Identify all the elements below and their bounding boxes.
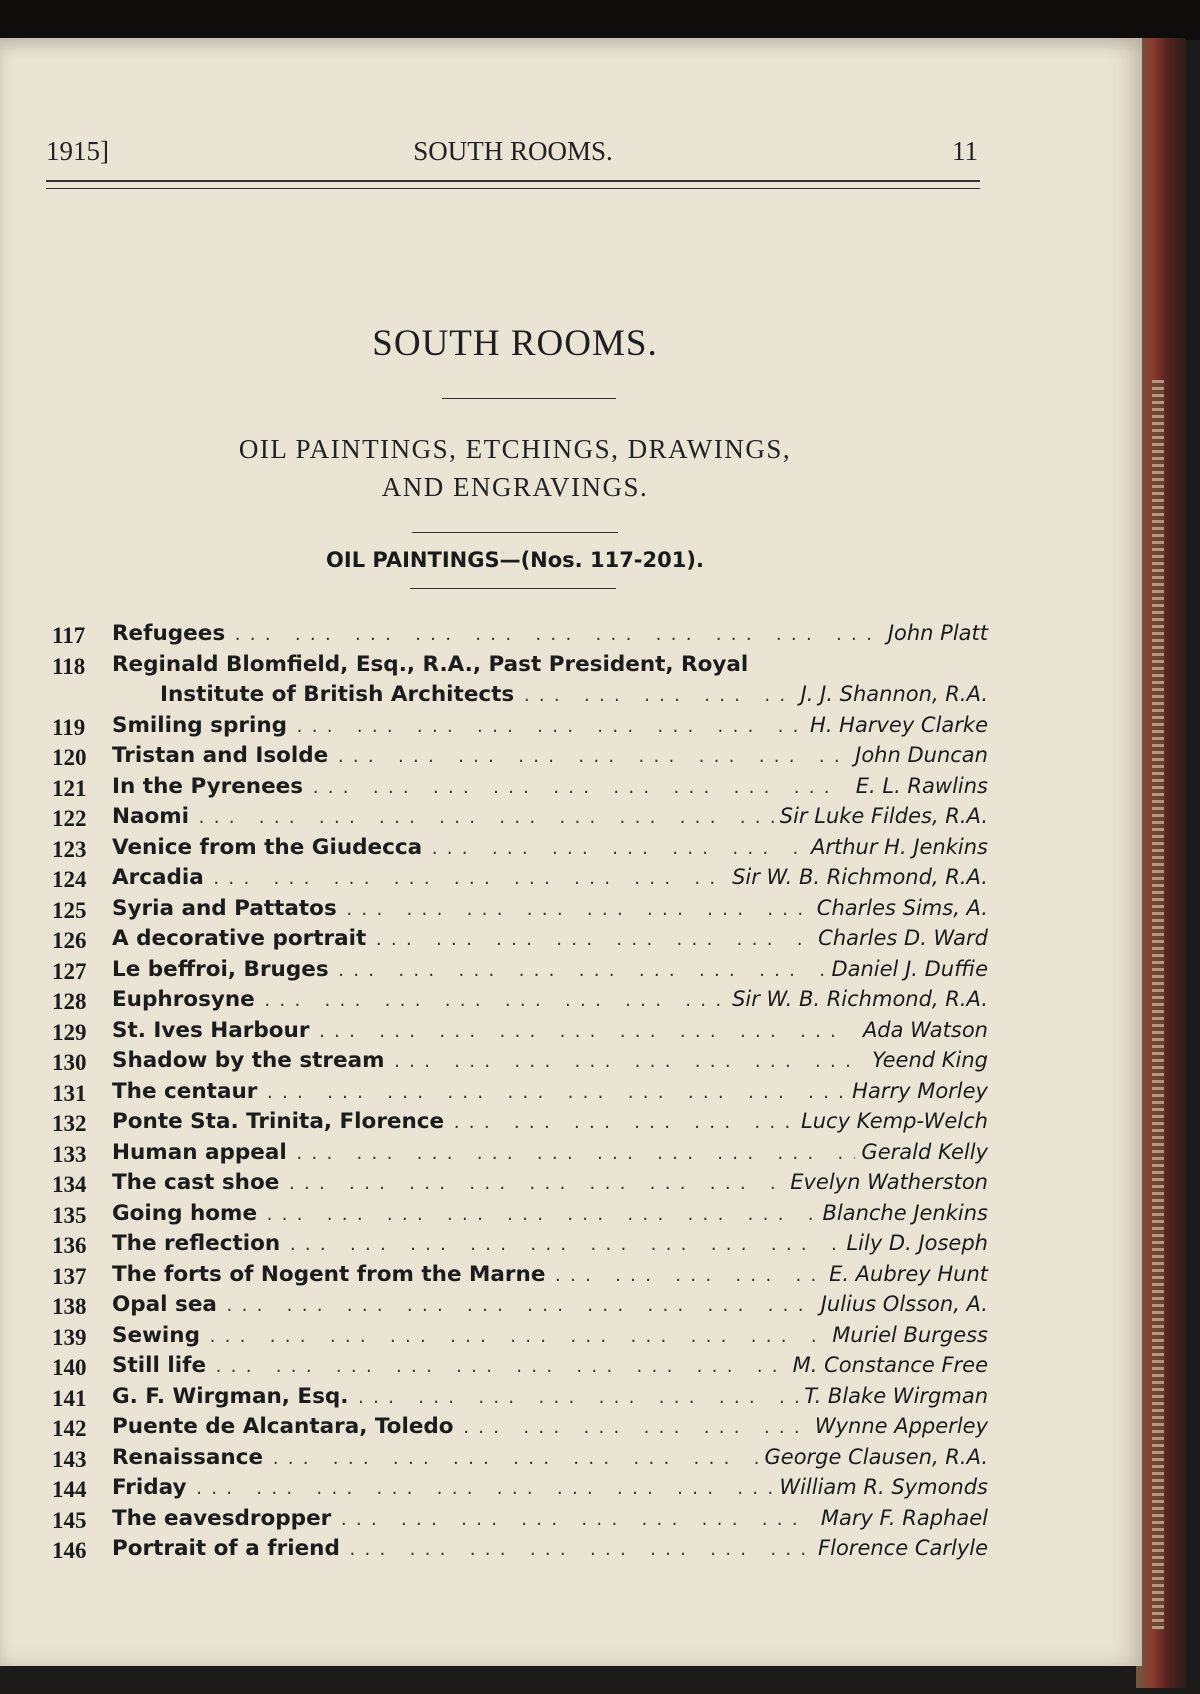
entry-line	[112, 1018, 988, 1043]
entry-artist: J. J. Shannon, R.A.	[800, 682, 988, 706]
running-head-year: 1915]	[46, 136, 109, 166]
entry-number: 121	[52, 775, 87, 801]
entry-line	[112, 1414, 988, 1439]
running-head-section: SOUTH ROOMS.	[413, 136, 613, 166]
leader-dots	[197, 809, 774, 827]
leader-dots	[212, 870, 726, 888]
leader-dots	[271, 1450, 758, 1468]
catalogue-entry	[52, 1536, 988, 1567]
entry-title: Puente de Alcantara, Toledo	[112, 1414, 454, 1439]
entry-number: 125	[52, 897, 87, 923]
entry-title: Human appeal	[112, 1139, 287, 1165]
entry-artist: Gerald Kelly	[861, 1139, 988, 1164]
catalogue-entry	[52, 652, 988, 683]
entry-number: 120	[52, 745, 87, 770]
entry-number: 117	[52, 623, 86, 648]
entry-artist: Yeend King	[872, 1048, 988, 1072]
catalogue-entry	[52, 1018, 988, 1049]
catalogue-entry-continuation	[52, 682, 988, 713]
entry-line	[112, 713, 988, 738]
entry-title: Naomi	[112, 804, 190, 829]
entry-title: The eavesdropper	[112, 1505, 332, 1531]
entry-artist: Arthur H. Jenkins	[811, 834, 988, 859]
entry-artist: Julius Olsson, A.	[820, 1292, 988, 1316]
catalogue-entry	[52, 743, 988, 774]
leader-dots	[356, 1389, 798, 1407]
entry-artist: Charles D. Ward	[818, 926, 988, 950]
catalogue-entry	[52, 774, 988, 805]
entry-title: The forts of Nogent from the Marne	[112, 1261, 546, 1287]
leader-dots	[288, 1236, 840, 1254]
entry-line	[112, 896, 988, 921]
leader-dots	[345, 901, 811, 919]
entry-line	[112, 1445, 988, 1470]
catalogue-entry	[52, 1353, 988, 1384]
entry-number: 123	[52, 836, 87, 862]
entry-artist: Lucy Kemp-Welch	[801, 1109, 988, 1133]
entry-number: 145	[52, 1507, 87, 1533]
entry-number: 128	[52, 989, 87, 1014]
entry-title: Still life	[112, 1353, 207, 1378]
catalogue-entry	[52, 1506, 988, 1537]
entry-artist: Sir W. B. Richmond, R.A.	[732, 865, 988, 889]
leader-dots	[348, 1541, 812, 1559]
entry-title: Tristan and Isolde	[112, 743, 329, 768]
leader-dots	[295, 1145, 856, 1163]
entry-title: Friday	[112, 1475, 187, 1500]
page-title: SOUTH ROOMS.	[372, 323, 658, 364]
entry-artist: M. Constance Free	[792, 1353, 988, 1377]
entry-line	[112, 926, 988, 951]
entry-line	[112, 865, 988, 890]
entry-number: 118	[52, 653, 86, 679]
leader-dots	[317, 1023, 856, 1041]
entry-number: 138	[52, 1294, 87, 1319]
entry-artist: Blanche Jenkins	[822, 1200, 988, 1225]
entry-title: Euphrosyne	[112, 987, 255, 1012]
catalogue-entry	[52, 1140, 988, 1171]
entry-number: 132	[52, 1111, 87, 1136]
entry-artist: Ada Watson	[862, 1017, 988, 1042]
entry-artist: Charles Sims, A.	[816, 895, 988, 920]
entry-artist: Sir Luke Fildes, R.A.	[779, 804, 988, 828]
catalogue-entry	[52, 1201, 988, 1232]
catalogue-entry	[52, 713, 988, 744]
entry-number: 135	[52, 1202, 87, 1228]
entry-artist: Muriel Burgess	[832, 1322, 988, 1347]
leader-dots	[265, 1206, 816, 1224]
catalogue-entry	[52, 1323, 988, 1354]
entry-artist: Wynne Apperley	[814, 1414, 988, 1438]
entry-title: A decorative portrait	[112, 926, 367, 951]
running-head	[46, 136, 980, 176]
subtitle-divider	[412, 532, 618, 533]
page-number: 11	[952, 136, 978, 166]
entry-title: In the Pyrenees	[112, 773, 304, 799]
leader-dots	[430, 840, 805, 858]
entry-line	[112, 1323, 988, 1348]
entry-line	[112, 1231, 988, 1256]
leader-dots	[195, 1480, 774, 1498]
entry-line	[112, 1506, 988, 1531]
entry-title: Reginald Blomfield, Esq., R.A., Past President, Royal	[112, 651, 749, 677]
entry-title: Le beffroi, Bruges	[112, 956, 329, 982]
entry-artist: Sir W. B. Richmond, R.A.	[732, 987, 988, 1011]
entry-number: 137	[52, 1263, 87, 1289]
entry-artist: Mary F. Raphael	[820, 1505, 988, 1530]
entry-number: 134	[52, 1172, 87, 1197]
title-divider	[442, 398, 616, 399]
entry-line	[112, 804, 988, 829]
entry-title: Syria and Pattatos	[112, 895, 337, 921]
entry-artist: E. Aubrey Hunt	[829, 1261, 988, 1286]
entry-number: 133	[52, 1141, 87, 1167]
catalogue-entry	[52, 926, 988, 957]
entry-line	[112, 1079, 988, 1104]
entry-number: 141	[52, 1385, 87, 1411]
catalogue-entry	[52, 865, 988, 896]
entry-number: 131	[52, 1080, 87, 1106]
entry-line	[112, 1170, 988, 1195]
leader-dots	[208, 1328, 826, 1346]
leader-dots	[263, 992, 726, 1010]
catalogue-list	[52, 621, 988, 1567]
entry-number: 142	[52, 1416, 87, 1441]
entry-artist: Daniel J. Duffie	[831, 956, 988, 981]
entry-number: 127	[52, 958, 87, 984]
entry-number: 122	[52, 806, 87, 831]
catalogue-entry	[52, 1262, 988, 1293]
entry-line	[112, 621, 988, 646]
entry-title: Sewing	[112, 1322, 200, 1348]
leader-dots	[452, 1114, 795, 1132]
entry-line	[112, 652, 988, 677]
entry-line	[112, 1536, 988, 1561]
entry-title: Portrait of a friend	[112, 1536, 340, 1561]
entry-artist: Florence Carlyle	[818, 1536, 988, 1560]
entry-line	[160, 682, 988, 707]
entry-line	[112, 957, 988, 982]
entry-line	[112, 1262, 988, 1287]
leader-dots	[522, 687, 794, 705]
entry-line	[112, 835, 988, 860]
leader-dots	[225, 1297, 815, 1315]
leader-dots	[462, 1419, 809, 1437]
entry-number: 124	[52, 867, 87, 892]
leader-dots	[374, 931, 812, 949]
entry-artist: Harry Morley	[852, 1078, 988, 1103]
entry-title: Refugees	[112, 621, 226, 646]
catalogue-entry	[52, 1109, 988, 1140]
header-rule	[46, 180, 980, 189]
entry-line	[112, 1292, 988, 1317]
entry-line	[112, 1353, 988, 1378]
catalogue-entry	[52, 1475, 988, 1506]
leader-dots	[295, 718, 804, 736]
catalogue-entry	[52, 804, 988, 835]
entry-line	[112, 1109, 988, 1134]
entry-line	[112, 1475, 988, 1500]
entry-number: 140	[52, 1355, 87, 1380]
entry-line	[112, 987, 988, 1012]
entry-artist: William R. Symonds	[779, 1475, 988, 1499]
entry-number: 129	[52, 1019, 87, 1045]
entry-title: The reflection	[112, 1231, 281, 1256]
entry-artist: Evelyn Watherston	[790, 1170, 988, 1194]
section-divider	[410, 588, 616, 589]
entry-artist: Lily D. Joseph	[846, 1231, 988, 1255]
catalogue-entry	[52, 621, 988, 652]
entry-title: Smiling spring	[112, 712, 288, 738]
catalogue-entry	[52, 987, 988, 1018]
entry-artist: George Clausen, R.A.	[764, 1444, 988, 1469]
entry-artist: T. Blake Wirgman	[804, 1383, 988, 1408]
entry-title-continuation: Institute of British Architects	[160, 682, 515, 707]
leader-dots	[553, 1267, 823, 1285]
catalogue-entry	[52, 896, 988, 927]
entry-title: The centaur	[112, 1078, 258, 1104]
entry-number: 126	[52, 928, 87, 953]
entry-title: The cast shoe	[112, 1170, 280, 1195]
catalogue-entry	[52, 1384, 988, 1415]
entry-number: 139	[52, 1324, 87, 1350]
catalogue-entry	[52, 1292, 988, 1323]
catalogue-entry	[52, 1079, 988, 1110]
entry-title: Going home	[112, 1200, 258, 1226]
entry-artist: John Duncan	[855, 743, 988, 767]
entry-number: 119	[52, 714, 86, 740]
leader-dots	[336, 748, 849, 766]
leader-dots	[339, 1511, 815, 1529]
entry-number: 136	[52, 1233, 87, 1258]
entry-line	[112, 774, 988, 799]
entry-title: Arcadia	[112, 865, 204, 890]
leader-dots	[311, 779, 850, 797]
entry-line	[112, 1048, 988, 1073]
leader-dots	[214, 1358, 787, 1376]
section-heading: OIL PAINTINGS—(Nos. 117-201).	[326, 548, 704, 572]
entry-number: 144	[52, 1477, 87, 1502]
entry-line	[112, 1384, 988, 1409]
leader-dots	[265, 1084, 846, 1102]
subtitle-line-1: OIL PAINTINGS, ETCHINGS, DRAWINGS,	[238, 434, 792, 464]
subtitle-line-2: AND ENGRAVINGS.	[381, 472, 649, 502]
catalogue-entry	[52, 835, 988, 866]
catalogue-entry	[52, 1414, 988, 1445]
entry-title: Renaissance	[112, 1444, 264, 1470]
leader-dots	[233, 626, 882, 644]
entry-number: 146	[52, 1538, 87, 1563]
entry-title: Shadow by the stream	[112, 1048, 385, 1073]
leader-dots	[393, 1053, 867, 1071]
entry-artist: E. L. Rawlins	[855, 773, 988, 798]
entry-line	[112, 1201, 988, 1226]
entry-title: Ponte Sta. Trinita, Florence	[112, 1109, 445, 1134]
catalogue-entry	[52, 1445, 988, 1476]
entry-number: 143	[52, 1446, 87, 1472]
entry-number: 130	[52, 1050, 87, 1075]
catalogue-entry	[52, 1048, 988, 1079]
entry-title: G. F. Wirgman, Esq.	[112, 1383, 349, 1409]
catalogue-entry	[52, 957, 988, 988]
catalogue-entry	[52, 1231, 988, 1262]
entry-artist: John Platt	[887, 621, 988, 645]
entry-artist: H. Harvey Clarke	[810, 712, 988, 737]
backdrop	[0, 0, 1200, 40]
entry-title: Opal sea	[112, 1292, 217, 1317]
catalogue-entry	[52, 1170, 988, 1201]
entry-line	[112, 743, 988, 768]
entry-title: St. Ives Harbour	[112, 1017, 310, 1043]
leader-dots	[337, 962, 826, 980]
page-edges	[1152, 380, 1164, 1630]
leader-dots	[287, 1175, 784, 1193]
entry-title: Venice from the Giudecca	[112, 834, 423, 860]
entry-line	[112, 1140, 988, 1165]
